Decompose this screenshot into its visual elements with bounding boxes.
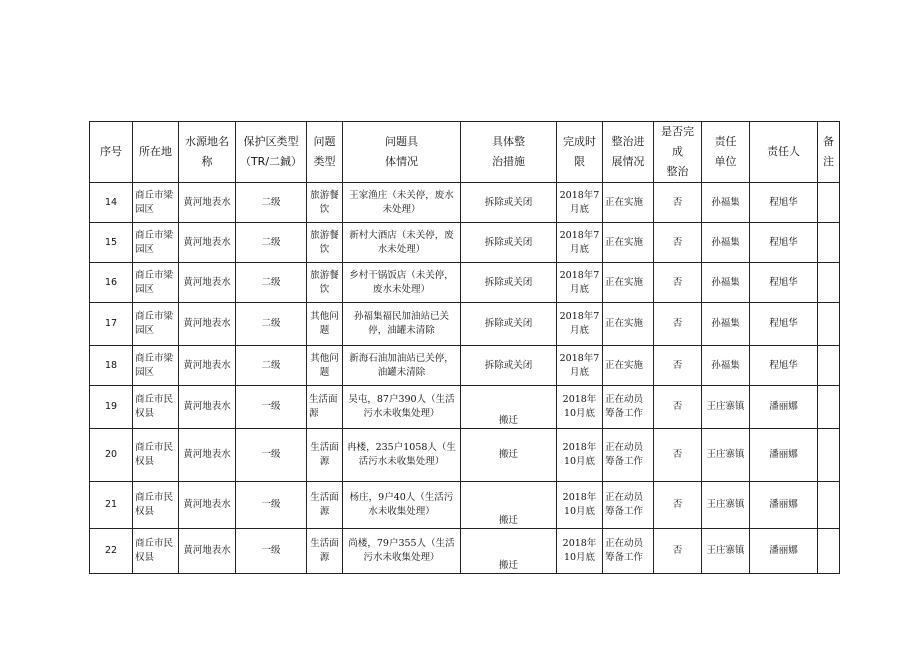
cell-person: 潘丽娜 [750, 429, 818, 482]
cell-remark [818, 263, 840, 303]
cell-deadline: 2018年7月底 [557, 183, 603, 223]
cell-seq: 16 [90, 263, 133, 303]
cell-seq: 15 [90, 223, 133, 263]
cell-progress: 正在动员筹备工作 [603, 529, 654, 574]
cell-seq: 21 [90, 482, 133, 529]
cell-remark [818, 223, 840, 263]
table-row [90, 263, 840, 303]
cell-location: 商丘市梁园区 [133, 346, 179, 386]
rectification-table [89, 121, 840, 574]
cell-remark [818, 183, 840, 223]
cell-detail: 王家渔庄（未关停，废水未处理） [343, 183, 461, 223]
cell-location: 商丘市梁园区 [133, 303, 179, 346]
cell-measure: 搬迁 [461, 429, 557, 482]
cell-unit: 孙福集 [702, 183, 750, 223]
cell-problem-type: 生活面源 [307, 529, 343, 574]
cell-detail: 吴屯，87户390人（生活污水未收集处理） [343, 386, 461, 429]
cell-source: 黄河地表水 [179, 183, 236, 223]
cell-done: 否 [654, 429, 702, 482]
cell-problem-type: 生活面源 [307, 429, 343, 482]
header-remarks: 备 注 [818, 122, 840, 183]
cell-progress: 正在动员筹备工作 [603, 482, 654, 529]
cell-problem-type: 其他问题 [307, 303, 343, 346]
cell-deadline: 2018年10月底 [557, 386, 603, 429]
cell-detail: 尚楼，79户355人（生活污水未收集处理） [343, 529, 461, 574]
cell-problem-type: 其他问题 [307, 346, 343, 386]
cell-remark [818, 482, 840, 529]
cell-seq: 14 [90, 183, 133, 223]
cell-measure: 拆除或关闭 [461, 303, 557, 346]
header-protection-type: 保护区类型 （TR/二鋮） [236, 122, 307, 183]
header-completed: 是否完成 整治 [654, 122, 702, 183]
cell-detail: 乡村干锅饭店（未关停，废水未处理） [343, 263, 461, 303]
cell-measure: 拆除或关闭 [461, 346, 557, 386]
cell-location: 商丘市民权县 [133, 429, 179, 482]
cell-deadline: 2018年7月底 [557, 303, 603, 346]
table-row [90, 223, 840, 263]
cell-remark [818, 346, 840, 386]
cell-person: 潘丽娜 [750, 529, 818, 574]
cell-remark [818, 529, 840, 574]
cell-location: 商丘市梁园区 [133, 183, 179, 223]
header-unit: 责任 单位 [702, 122, 750, 183]
header-measures: 具体整 治措施 [461, 122, 557, 183]
cell-done: 否 [654, 482, 702, 529]
cell-progress: 正在实施 [603, 183, 654, 223]
cell-detail: 杨庄，9户40人（生活污水未收集处理） [343, 482, 461, 529]
header-seq: 序号 [90, 122, 133, 183]
cell-measure: 搬迁 [461, 529, 557, 574]
cell-deadline: 2018年10月底 [557, 529, 603, 574]
cell-source: 黄河地表水 [179, 223, 236, 263]
cell-measure: 拆除或关闭 [461, 263, 557, 303]
cell-person: 潘丽娜 [750, 482, 818, 529]
cell-location: 商丘市梁园区 [133, 223, 179, 263]
cell-remark [818, 429, 840, 482]
table-row [90, 386, 840, 429]
cell-problem-type: 旅游餐饮 [307, 183, 343, 223]
header-problem-type: 问题 类型 [307, 122, 343, 183]
header-person: 责任人 [750, 122, 818, 183]
cell-location: 商丘市民权县 [133, 529, 179, 574]
header-row [90, 122, 840, 183]
cell-location: 商丘市民权县 [133, 386, 179, 429]
cell-unit: 王庄寨镇 [702, 529, 750, 574]
cell-level: 二级 [236, 346, 307, 386]
table-row [90, 429, 840, 482]
cell-detail: 新村大酒店（未关停，废水未处理） [343, 223, 461, 263]
cell-level: 二级 [236, 303, 307, 346]
cell-detail: 孙福集福民加油站已关停，油罐未清除 [343, 303, 461, 346]
cell-progress: 正在实施 [603, 263, 654, 303]
cell-problem-type: 生活面源 [307, 386, 343, 429]
cell-seq: 20 [90, 429, 133, 482]
cell-unit: 王庄寨镇 [702, 429, 750, 482]
header-water-source: 水源地名 称 [179, 122, 236, 183]
cell-detail: 冉楼，235户1058人（生活污水未收集处理） [343, 429, 461, 482]
cell-remark [818, 386, 840, 429]
table-row [90, 303, 840, 346]
cell-remark [818, 303, 840, 346]
cell-level: 一级 [236, 482, 307, 529]
cell-unit: 王庄寨镇 [702, 482, 750, 529]
cell-person: 程旭华 [750, 223, 818, 263]
cell-done: 否 [654, 386, 702, 429]
cell-level: 二级 [236, 183, 307, 223]
cell-level: 二级 [236, 223, 307, 263]
cell-done: 否 [654, 346, 702, 386]
cell-source: 黄河地表水 [179, 482, 236, 529]
cell-deadline: 2018年10月底 [557, 482, 603, 529]
cell-deadline: 2018年7月底 [557, 263, 603, 303]
cell-progress: 正在动员筹备工作 [603, 429, 654, 482]
cell-source: 黄河地表水 [179, 303, 236, 346]
cell-seq: 18 [90, 346, 133, 386]
cell-level: 二级 [236, 263, 307, 303]
cell-unit: 孙福集 [702, 263, 750, 303]
cell-level: 一级 [236, 429, 307, 482]
cell-unit: 孙福集 [702, 223, 750, 263]
cell-seq: 17 [90, 303, 133, 346]
cell-source: 黄河地表水 [179, 429, 236, 482]
cell-level: 一级 [236, 529, 307, 574]
cell-done: 否 [654, 529, 702, 574]
cell-deadline: 2018年10月底 [557, 429, 603, 482]
cell-done: 否 [654, 183, 702, 223]
cell-done: 否 [654, 223, 702, 263]
table-row [90, 183, 840, 223]
cell-done: 否 [654, 303, 702, 346]
cell-problem-type: 生活面源 [307, 482, 343, 529]
cell-done: 否 [654, 263, 702, 303]
cell-progress: 正在实施 [603, 223, 654, 263]
cell-level: 一级 [236, 386, 307, 429]
cell-unit: 孙福集 [702, 346, 750, 386]
header-deadline: 完成时 限 [557, 122, 603, 183]
cell-seq: 19 [90, 386, 133, 429]
cell-person: 潘丽娜 [750, 386, 818, 429]
cell-location: 商丘市梁园区 [133, 263, 179, 303]
cell-progress: 正在实施 [603, 303, 654, 346]
cell-detail: 新海石油加油站已关停，油罐未清除 [343, 346, 461, 386]
header-location: 所在地 [133, 122, 179, 183]
table-row [90, 346, 840, 386]
cell-source: 黄河地表水 [179, 263, 236, 303]
cell-deadline: 2018年7月底 [557, 346, 603, 386]
cell-measure: 搬迁 [461, 386, 557, 429]
cell-measure: 拆除或关闭 [461, 183, 557, 223]
cell-source: 黄河地表水 [179, 386, 236, 429]
table-row [90, 482, 840, 529]
cell-progress: 正在动员筹备工作 [603, 386, 654, 429]
cell-person: 程旭华 [750, 346, 818, 386]
cell-person: 程旭华 [750, 183, 818, 223]
cell-location: 商丘市民权县 [133, 482, 179, 529]
cell-person: 程旭华 [750, 303, 818, 346]
table-row [90, 529, 840, 574]
cell-measure: 拆除或关闭 [461, 223, 557, 263]
cell-problem-type: 旅游餐饮 [307, 223, 343, 263]
cell-problem-type: 旅游餐饮 [307, 263, 343, 303]
cell-source: 黄河地表水 [179, 529, 236, 574]
header-problem-detail: 问题具 体情况 [343, 122, 461, 183]
cell-unit: 王庄寨镇 [702, 386, 750, 429]
cell-unit: 孙福集 [702, 303, 750, 346]
cell-seq: 22 [90, 529, 133, 574]
cell-person: 程旭华 [750, 263, 818, 303]
cell-measure: 搬迁 [461, 482, 557, 529]
cell-deadline: 2018年7月底 [557, 223, 603, 263]
header-progress: 整治进 展情况 [603, 122, 654, 183]
cell-source: 黄河地表水 [179, 346, 236, 386]
cell-progress: 正在实施 [603, 346, 654, 386]
